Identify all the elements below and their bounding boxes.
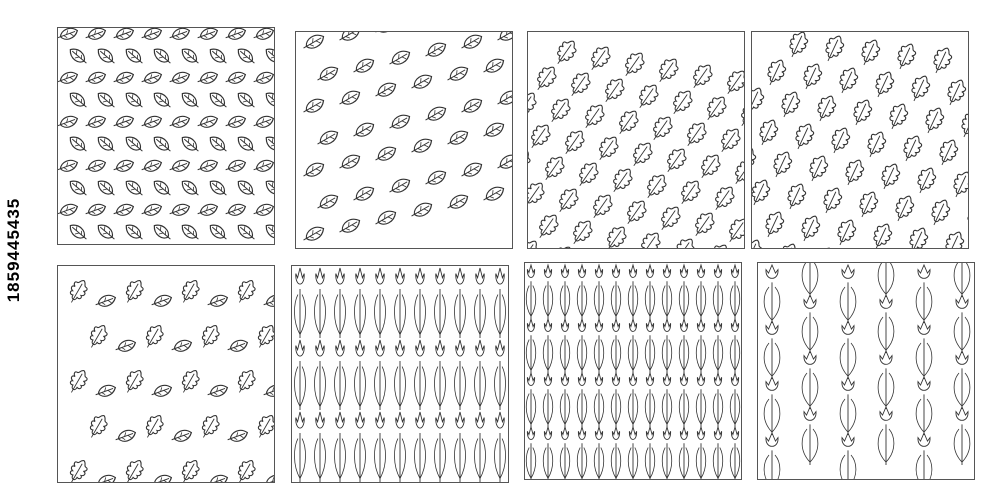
leaf-dense-icon: [58, 28, 274, 244]
tulip-columns-icon: [758, 263, 974, 479]
tile-mixed-leaves: [57, 265, 275, 483]
stock-image-id: 1859445435: [4, 197, 23, 303]
tile-dense-leaves: [57, 27, 275, 245]
tile-tulip-columns: [757, 262, 975, 480]
leaf-diagonal-icon: [296, 32, 512, 248]
tile-tulip-rows-dense: [524, 262, 742, 480]
tile-diagonal-leaves: [295, 31, 513, 249]
tile-oak-leaves-diagonal: [527, 31, 745, 249]
tulip-rows-dense-icon: [525, 263, 741, 479]
tile-tulip-rows: [291, 265, 509, 483]
oak-leaf-diagonal-alt-icon: [752, 32, 968, 248]
oak-leaf-diagonal-icon: [528, 32, 744, 248]
mixed-leaves-icon: [58, 266, 274, 482]
tulip-rows-icon: [292, 266, 508, 482]
tile-oak-leaves-diagonal-alt: [751, 31, 969, 249]
